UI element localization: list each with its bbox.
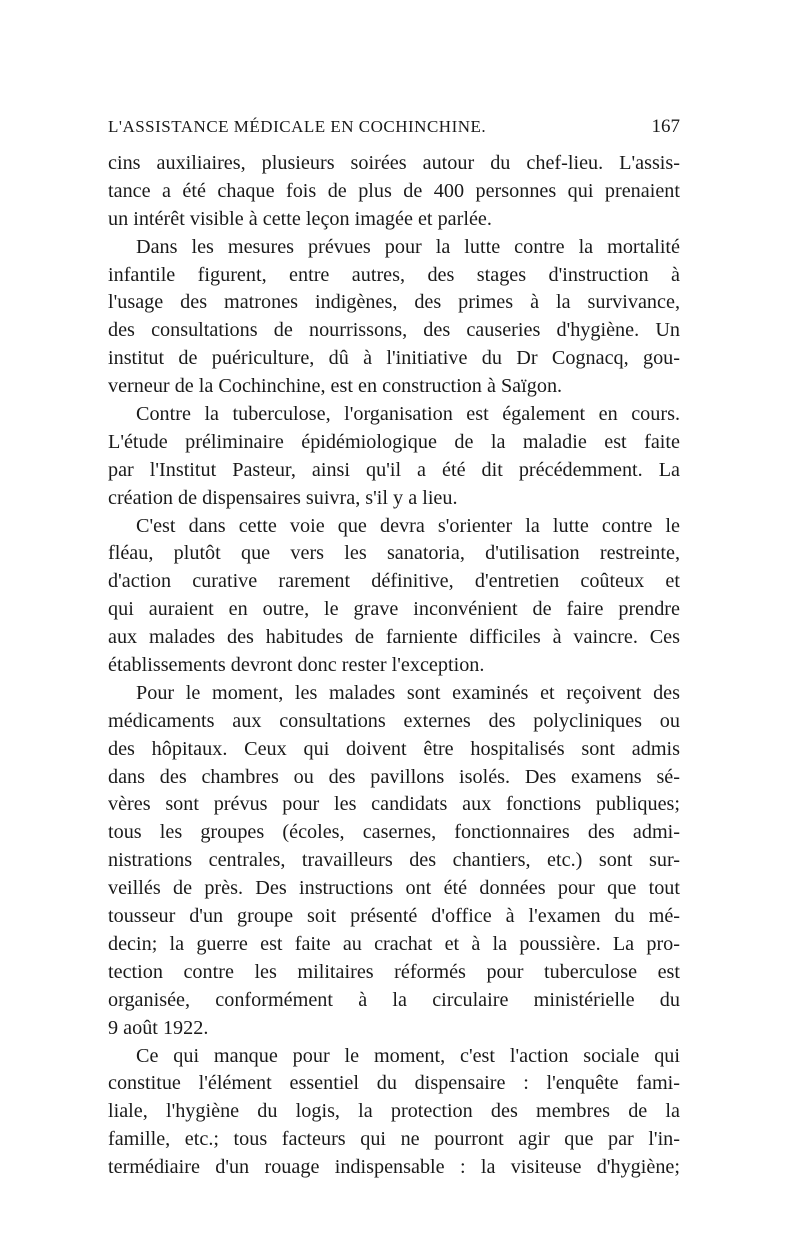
text-line: C'est dans cette voie que devra s'orienter la lutte contre le [136, 514, 680, 537]
page-header [108, 116, 680, 146]
text-line: liale, l'hygiène du logis, la protection des membres de la [108, 1100, 680, 1123]
text-line: fléau, plutôt que vers les sanatoria, d'utilisation restreinte, [108, 542, 680, 565]
text-line: termédiaire d'un rouage indispensable : la visiteuse d'hygiène; [108, 1156, 680, 1179]
text-line: tousseur d'un groupe soit présenté d'office à l'examen du mé- [108, 905, 680, 928]
text-line: organisée, conformément à la circulaire ministérielle du [108, 988, 680, 1011]
text-line: constitue l'élément essentiel du dispensaire : l'enquête fami- [108, 1072, 680, 1095]
text-line: cins auxiliaires, plusieurs soirées autour du chef-lieu. L'assis- [108, 152, 680, 174]
text-line: Ce qui manque pour le moment, c'est l'action sociale qui [136, 1044, 680, 1067]
text-line: établissements devront donc rester l'exception. [108, 654, 485, 677]
text-line: tection contre les militaires réformés pour tuberculose est [108, 960, 680, 983]
text-line: médicaments aux consultations externes des polycliniques ou [108, 709, 680, 732]
page-number: 167 [651, 116, 680, 137]
text-line: infantile figurent, entre autres, des stages d'instruction à [108, 263, 680, 286]
text-line: l'usage des matrones indigènes, des primes à la survivance, [108, 291, 680, 314]
text-line: Pour le moment, les malades sont examinés et reçoivent des [136, 681, 680, 704]
text-line: veillés de près. Des instructions ont été données pour que tout [108, 877, 680, 900]
text-line: des hôpitaux. Ceux qui doivent être hospitalisés sont admis [108, 737, 680, 760]
text-line: par l'Institut Pasteur, ainsi qu'il a été dit précédemment. La [108, 458, 680, 481]
text-line: Contre la tuberculose, l'organisation est également en cours. [136, 403, 680, 426]
text-line: tance a été chaque fois de plus de 400 personnes qui prenaient [108, 179, 680, 202]
text-line: verneur de la Cochinchine, est en construction à Saïgon. [108, 375, 563, 398]
text-line: decin; la guerre est faite au crachat et à la poussière. La pro- [108, 932, 680, 955]
text-line: Dans les mesures prévues pour la lutte contre la mortalité [136, 235, 680, 258]
text-line: aux malades des habitudes de farniente difficiles à vaincre. Ces [108, 626, 680, 649]
body-text [108, 150, 680, 1182]
text-line: des consultations de nourrissons, des causeries d'hygiène. Un [108, 319, 680, 342]
text-line: L'étude préliminaire épidémiologique de la maladie est faite [108, 430, 680, 453]
text-line: vères sont prévus pour les candidats aux fonctions publiques; [108, 793, 680, 816]
text-line: d'action curative rarement définitive, d'entretien coûteux et [108, 570, 680, 593]
running-head: L'ASSISTANCE MÉDICALE EN COCHINCHINE. [108, 117, 487, 136]
text-line: famille, etc.; tous facteurs qui ne pourront agir que par l'in- [108, 1128, 680, 1151]
text-line: un intérêt visible à cette leçon imagée et parlée. [108, 207, 492, 230]
text-line: création de dispensaires suivra, s'il y a lieu. [108, 486, 458, 509]
text-line: qui auraient en outre, le grave inconvénient de faire prendre [108, 598, 680, 621]
text-line: nistrations centrales, travailleurs des chantiers, etc.) sont sur- [108, 849, 680, 872]
text-line: tous les groupes (écoles, casernes, fonctionnaires des admi- [108, 821, 680, 844]
text-line: institut de puériculture, dû à l'initiative du Dr Cognacq, gou- [108, 347, 680, 370]
text-line: dans des chambres ou des pavillons isolés. Des examens sé- [108, 765, 680, 788]
text-line: 9 août 1922. [108, 1016, 209, 1039]
